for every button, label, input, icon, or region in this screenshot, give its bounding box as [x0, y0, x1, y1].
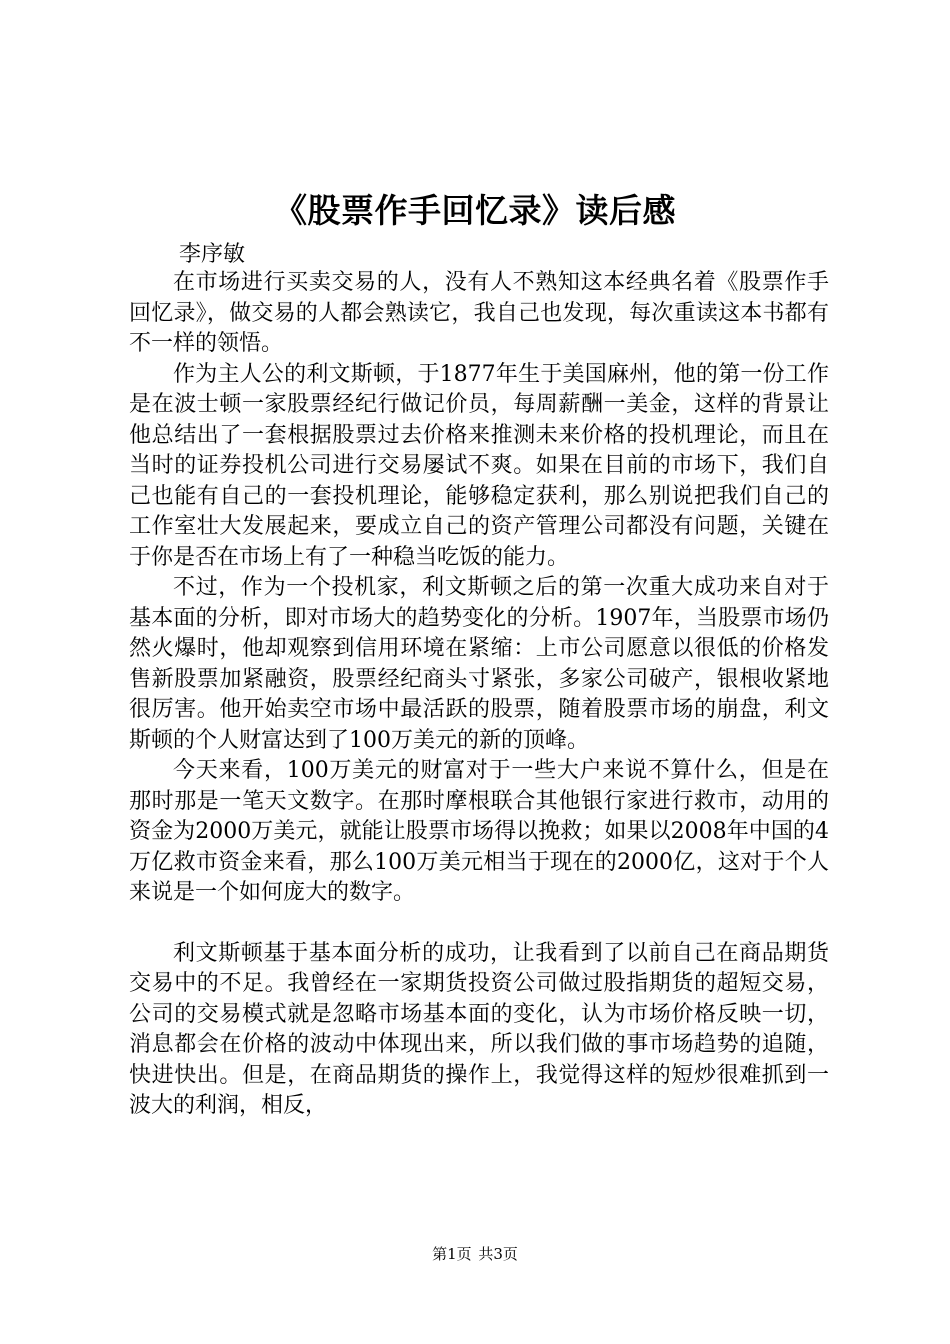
page-footer [0, 1243, 950, 1265]
paragraph: 今天来看，100万美元的财富对于一些大户来说不算什么，但是在那时那是一笔天文数字。在那时摩根联合其他银行家进行救市，动用的资金为2000万美元，就能让股票市场得以挽救；如果以2008年中国的4万亿救市资金来看，那么100万美元相当于现在的2000亿，这对于个人来说是一个如何庞大的数字。 [129, 758, 829, 905]
paragraph: 利文斯顿基于基本面分析的成功，让我看到了以前自己在商品期货交易中的不足。我曾经在一家期货投资公司做过股指期货的超短交易，公司的交易模式就是忽略市场基本面的变化，认为市场价格反映一切，消息都会在价格的波动中体现出来，所以我们做的事市场趋势的追随，快进快出。但是，在商品期货的操作上，我觉得这样的短炒很难抓到一波大的利润，相反， [129, 940, 829, 1118]
paragraph: 不过，作为一个投机家，利文斯顿之后的第一次重大成功来自对于基本面的分析，即对市场大的趋势变化的分析。1907年，当股票市场仍然火爆时，他却观察到信用环境在紧缩：上市公司愿意以很低的价格发售新股票加紧融资，股票经纪商头寸紧张，多家公司破产，银根收紧地很厉害。他开始卖空市场中最活跃的股票，随着股票市场的崩盘，利文斯顿的个人财富达到了100万美元的新的顶峰。 [129, 575, 829, 753]
document-title: 《股票作手回忆录》读后感 [274, 191, 676, 230]
page-total: 共3页 [478, 1245, 518, 1263]
paragraph: 在市场进行买卖交易的人，没有人不熟知这本经典名着《股票作手回忆录》，做交易的人都会熟读它，我自己也发现，每次重读这本书都有不一样的领悟。 [129, 270, 829, 356]
author-name: 李序敏 [179, 242, 246, 267]
document-body [129, 268, 829, 1122]
page-number: 第1页 [432, 1245, 472, 1263]
paragraph: 作为主人公的利文斯顿，于1877年生于美国麻州，他的第一份工作是在波士顿一家股票经纪行做记价员，每周薪酬一美金，这样的背景让他总结出了一套根据股票过去价格来推测未来价格的投机理论，而且在当时的证券投机公司进行交易屡试不爽。如果在目前的市场下，我们自己也能有自己的一套投机理论，能够稳定获利，那么别说把我们自己的工作室壮大发展起来，要成立自己的资产管理公司都没有问题，关键在于你是否在市场上有了一种稳当吃饭的能力。 [129, 361, 829, 570]
